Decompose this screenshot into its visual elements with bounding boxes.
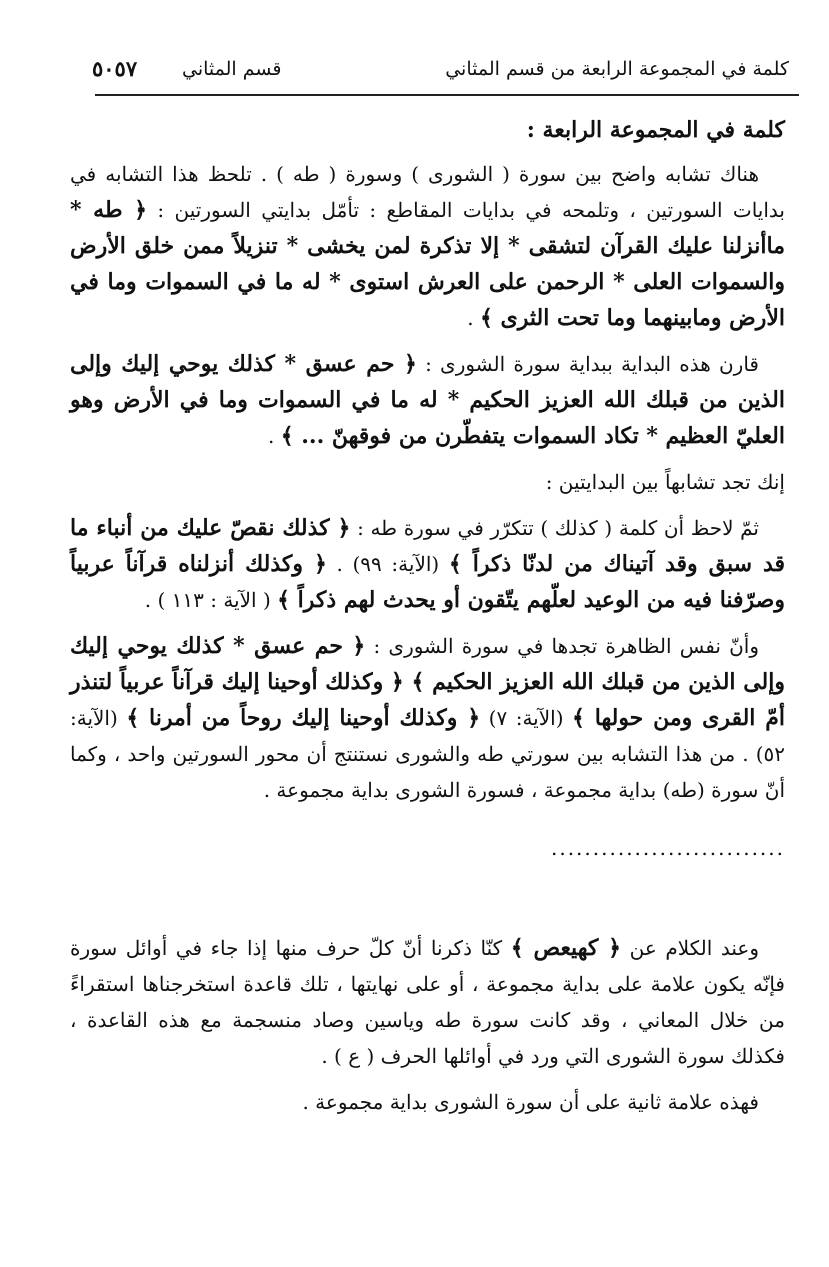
quran-quote-taha-99: ﴿ كذلك نقصّ عليك من أنباء ما قد سبق وقد آتيناك من لدنّا ذكراً ﴾ xyxy=(70,515,786,577)
quran-quote-taha-opening: ﴿ طه * ماأنزلنا عليك القرآن لتشقى * إلا تذكرة لمن يخشى * تنزيلاً ممن خلق الأرض والسموات العلى * الرحمن على العرش استوى * له ما في السموات وما في الأرض ومابينهما وما تحت الثرى ﴾ xyxy=(70,197,785,331)
paragraph-1 xyxy=(70,156,785,336)
section-name: قسم المثاني xyxy=(182,58,282,80)
paragraph-5-conclusion: (الآية: ٥٢) . من هذا التشابه بين سورتي طه والشورى نستنتج أن محور السورتين واحد ، وكما أنّ سورة (طه) بداية مجموعة ، فسورة الشورى بداية مجموعة . xyxy=(70,706,785,802)
paragraph-1-end: . xyxy=(467,306,480,330)
quran-quote-shura-52: ﴿ وكذلك أوحينا إليك روحاً من أمرنا ﴾ xyxy=(126,705,481,731)
section-heading: كلمة في المجموعة الرابعة : xyxy=(526,117,785,143)
verse-ref-113: ( الآية : ١١٣ ) . xyxy=(144,588,278,612)
page-header xyxy=(92,52,799,92)
quran-quote-shura-7: ﴿ حم عسق * كذلك يوحي إليك وإلى الذين من قبلك الله العزيز الحكيم ﴾ ﴿ وكذلك أوحينا إليك قرآناً عربياً لتنذر أمّ القرى ومن حولها ﴾ xyxy=(70,633,785,731)
paragraph-6 xyxy=(70,930,785,1074)
quran-quote-kaf-ha-ya-ayn-sad: ﴿ كهيعص ﴾ xyxy=(510,935,622,961)
paragraph-3: إنك تجد تشابهاً بين البدايتين : xyxy=(545,470,785,494)
paragraph-2-end: . xyxy=(268,424,281,448)
paragraph-5-intro: وأنّ نفس الظاهرة تجدها في سورة الشورى : xyxy=(365,634,759,658)
paragraph-5 xyxy=(70,628,785,808)
page-number: ٥٠٥٧ xyxy=(92,56,138,81)
running-title: كلمة في المجموعة الرابعة من قسم المثاني xyxy=(445,58,789,80)
paragraph-7: فهذه علامة ثانية على أن سورة الشورى بداية مجموعة . xyxy=(302,1090,759,1114)
page-body xyxy=(70,112,785,1120)
paragraph-6-intro: وعند الكلام عن xyxy=(621,936,760,960)
quran-quote-taha-113: ﴿ وكذلك أنزلناه قرآناً عربياً وصرّفنا فيه من الوعيد لعلّهم يتّقون أو يحدث لهم ذكراً ﴾ xyxy=(70,551,785,613)
verse-ref-7: (الآية: ٧) xyxy=(480,706,573,730)
header-rule xyxy=(95,94,799,96)
paragraph-4-intro: ثمّ لاحظ أن كلمة ( كذلك ) تتكرّر في سورة طه : xyxy=(350,516,759,540)
paragraph-4 xyxy=(70,510,785,618)
paragraph-2 xyxy=(70,346,785,454)
paragraph-6-body: كنّا ذكرنا أنّ كلّ حرف منها إذا جاء في أوائل سورة فإنّه يكون علامة على بداية مجموعة ، أو على نهايتها ، تلك قاعدة استخرجناها استقراءً من خلال المعاني ، وقد كانت سورة طه وياسين وصاد منسجمة مع هذه القاعدة ، فكذلك سورة الشورى التي ورد في أوائلها الحرف ( ع ) . xyxy=(70,936,785,1068)
dotted-separator: ............................ xyxy=(550,836,785,860)
verse-ref-99: (الآية: ٩٩) . xyxy=(326,552,449,576)
paragraph-2-intro: قارن هذه البداية ببداية سورة الشورى : xyxy=(416,352,759,376)
quran-quote-shura-opening: ﴿ حم عسق * كذلك يوحي إليك وإلى الذين من قبلك الله العزيز الحكيم * له ما في السموات وما في الأرض وهو العليّ العظيم * تكاد السموات يتفطّرن من فوقهنّ ... ﴾ xyxy=(70,351,785,449)
paragraph-1-intro: هناك تشابه واضح بين سورة ( الشورى ) وسورة ( طه ) . تلحظ هذا التشابه في بدايات السورتين ، وتلمحه في بدايات المقاطع : تأمّل بدايتي السورتين : xyxy=(70,162,785,222)
